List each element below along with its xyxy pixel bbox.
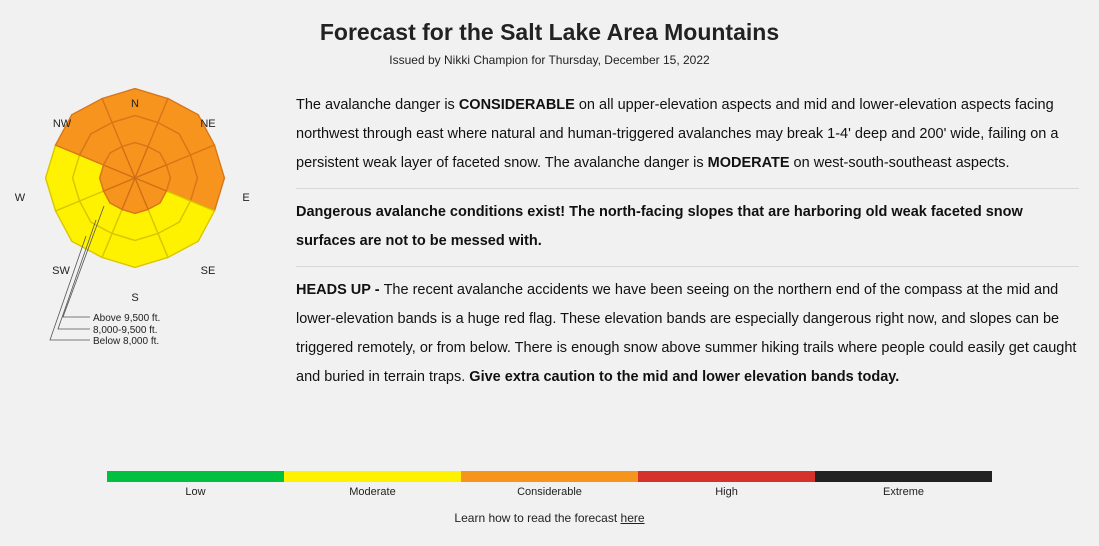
issued-by: Issued by Nikki Champion for Thursday, December 15, 2022 — [389, 53, 710, 67]
danger-paragraph — [296, 91, 1079, 188]
direction-nw: NW — [52, 118, 72, 130]
heads-up-emphasis: Give extra caution to the mid and lower elevation bands today. — [469, 369, 900, 385]
danger-scale-bar — [107, 471, 992, 482]
direction-n: N — [131, 98, 139, 110]
legend-leader-line-2 — [50, 236, 90, 340]
direction-e: E — [242, 192, 250, 204]
legend-above: Above 9,500 ft. — [93, 313, 161, 324]
scale-high — [638, 471, 815, 482]
scale-label-moderate: Moderate — [349, 486, 396, 498]
legend-mid: 8,000-9,500 ft. — [93, 325, 158, 336]
page-title: Forecast for the Salt Lake Area Mountains — [319, 19, 780, 45]
scale-label-considerable: Considerable — [517, 486, 582, 498]
danger-level-considerable: CONSIDERABLE — [458, 97, 575, 113]
warning-text: Dangerous avalanche conditions exist! The north-facing slopes that are harboring old weak faceted snow surfaces are not to be messed with. — [296, 204, 1023, 249]
danger-text-2: on all upper-elevation aspects and mid and lower-elevation aspects facing northwest through east where natural and human-triggered avalanches may break 1-4' deep and 200' wide, failing on a persistent weak layer of faceted snow. The avalanche danger is — [296, 97, 1059, 171]
learn-forecast — [0, 511, 1099, 525]
direction-se: SE — [200, 265, 216, 277]
heads-up-text: The recent avalanche accidents we have been seeing on the northern end of the compass at the mid and lower-elevation bands is a huge red flag. These elevation bands are especially dangerous right now, and slopes can be triggered remotely, or from below. There is enough snow above summer hiking trails where people could easily get caught and buried in terrain traps. — [296, 282, 1077, 385]
forecast-summary — [296, 91, 1079, 402]
danger-level-moderate: MODERATE — [707, 155, 790, 171]
danger-scale-labels — [107, 486, 992, 498]
scale-label-extreme: Extreme — [883, 486, 924, 498]
direction-sw: SW — [52, 265, 70, 277]
warning-paragraph — [296, 188, 1079, 266]
direction-s: S — [131, 292, 139, 304]
legend-below: Below 8,000 ft. — [93, 336, 160, 347]
danger-rose — [0, 88, 290, 358]
danger-text-3: on west-south-southeast aspects. — [789, 155, 1010, 171]
learn-link[interactable]: here — [620, 511, 645, 525]
scale-label-low: Low — [185, 486, 206, 498]
scale-moderate — [284, 471, 461, 482]
scale-low — [107, 471, 284, 482]
direction-ne: NE — [200, 118, 216, 130]
direction-w: W — [14, 192, 26, 204]
learn-text: Learn how to read the forecast — [454, 511, 621, 525]
danger-text-1: The avalanche danger is — [296, 97, 459, 113]
heads-up-paragraph — [296, 266, 1079, 402]
heads-up-label: HEADS UP - — [296, 282, 384, 298]
scale-label-high: High — [715, 486, 738, 498]
scale-extreme — [815, 471, 992, 482]
scale-considerable — [461, 471, 638, 482]
